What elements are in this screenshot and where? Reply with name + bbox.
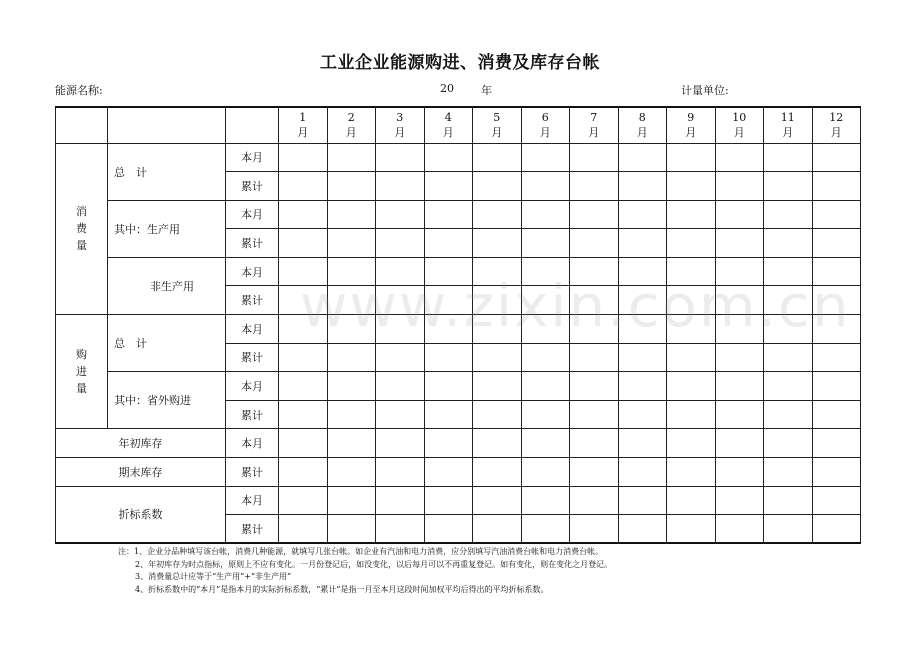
data-cell[interactable] — [521, 286, 570, 315]
purchase-section-label: 购 进 量 — [56, 315, 108, 429]
data-cell[interactable] — [327, 515, 376, 544]
data-cell[interactable] — [473, 486, 522, 515]
year-label: 年 — [481, 84, 492, 97]
data-cell[interactable] — [473, 343, 522, 372]
data-cell[interactable] — [812, 486, 861, 515]
month-header: 3 月 — [376, 107, 425, 143]
data-cell[interactable] — [279, 372, 328, 401]
data-cell[interactable] — [764, 372, 813, 401]
data-cell[interactable] — [715, 486, 764, 515]
data-cell[interactable] — [618, 515, 667, 544]
data-cell[interactable] — [473, 143, 522, 172]
data-cell[interactable] — [618, 315, 667, 344]
data-cell[interactable] — [764, 172, 813, 201]
data-cell[interactable] — [764, 229, 813, 258]
data-cell[interactable] — [424, 286, 473, 315]
cumulative-label: 累计 — [226, 343, 279, 372]
data-cell[interactable] — [618, 343, 667, 372]
data-cell[interactable] — [279, 229, 328, 258]
this-month-label: 本月 — [226, 429, 279, 458]
data-cell[interactable] — [715, 458, 764, 487]
note-item: 4、折标系数中的“本月”是指本月的实际折标系数，“累计”是指一月至本月这段时间加权平均后得出的平均折标系数。 — [135, 584, 549, 594]
data-cell[interactable] — [812, 229, 861, 258]
data-cell[interactable] — [279, 172, 328, 201]
month-header: 12 月 — [812, 107, 861, 143]
data-cell[interactable] — [618, 229, 667, 258]
data-cell[interactable] — [521, 515, 570, 544]
watermark: www.zixin.com.cn — [300, 272, 851, 340]
data-cell[interactable] — [715, 200, 764, 229]
data-cell[interactable] — [473, 515, 522, 544]
non-production-use-label: 非生产用 — [108, 257, 226, 314]
table-row — [56, 372, 861, 401]
this-month-label: 本月 — [226, 486, 279, 515]
data-cell[interactable] — [715, 515, 764, 544]
data-cell[interactable] — [376, 315, 425, 344]
data-cell[interactable] — [376, 257, 425, 286]
consumption-section-label: 消 费 量 — [56, 143, 108, 315]
year-prefix: 20 — [440, 82, 454, 95]
data-cell[interactable] — [327, 400, 376, 429]
table-row — [56, 257, 861, 286]
data-cell[interactable] — [618, 372, 667, 401]
data-cell[interactable] — [327, 343, 376, 372]
data-cell[interactable] — [764, 400, 813, 429]
data-cell[interactable] — [812, 172, 861, 201]
data-cell[interactable] — [570, 200, 619, 229]
data-cell[interactable] — [279, 315, 328, 344]
note-item: 注：1、企业分品种填写该台帐，消费几种能源，就填写几张台帐。如企业有汽油和电力消费，应分别填写汽油消费台帐和电力消费台帐。 — [118, 547, 604, 556]
data-cell[interactable] — [424, 400, 473, 429]
data-cell[interactable] — [812, 429, 861, 458]
data-cell[interactable] — [764, 315, 813, 344]
this-month-label: 本月 — [226, 315, 279, 344]
data-cell[interactable] — [279, 515, 328, 544]
data-cell[interactable] — [812, 400, 861, 429]
data-cell[interactable] — [473, 172, 522, 201]
data-cell[interactable] — [376, 229, 425, 258]
data-cell[interactable] — [473, 400, 522, 429]
this-month-label: 本月 — [226, 257, 279, 286]
data-cell[interactable] — [618, 172, 667, 201]
data-cell[interactable] — [327, 315, 376, 344]
data-cell[interactable] — [618, 200, 667, 229]
conversion-factor-label: 折标系数 — [56, 486, 226, 543]
header-blank-cell — [108, 107, 226, 143]
data-cell[interactable] — [521, 143, 570, 172]
data-cell[interactable] — [376, 429, 425, 458]
data-cell[interactable] — [667, 400, 716, 429]
data-cell[interactable] — [279, 400, 328, 429]
production-use-label: 其中：生产用 — [108, 200, 226, 257]
data-cell[interactable] — [521, 486, 570, 515]
data-cell[interactable] — [715, 257, 764, 286]
data-cell[interactable] — [424, 257, 473, 286]
data-cell[interactable] — [376, 400, 425, 429]
this-month-label: 本月 — [226, 200, 279, 229]
month-header: 7 月 — [570, 107, 619, 143]
data-cell[interactable] — [424, 315, 473, 344]
this-month-label: 本月 — [226, 143, 279, 172]
data-cell[interactable] — [667, 372, 716, 401]
data-cell[interactable] — [570, 315, 619, 344]
data-cell[interactable] — [812, 200, 861, 229]
page-title: 工业企业能源购进、消费及库存台帐 — [320, 53, 600, 73]
data-cell[interactable] — [376, 143, 425, 172]
data-cell[interactable] — [764, 458, 813, 487]
cumulative-label: 累计 — [226, 172, 279, 201]
data-cell[interactable] — [521, 400, 570, 429]
data-cell[interactable] — [279, 429, 328, 458]
data-cell[interactable] — [376, 172, 425, 201]
data-cell[interactable] — [812, 315, 861, 344]
data-cell[interactable] — [279, 458, 328, 487]
data-cell[interactable] — [473, 372, 522, 401]
month-header: 8 月 — [618, 107, 667, 143]
out-of-province-purchase-label: 其中：省外购进 — [108, 372, 226, 429]
data-cell[interactable] — [764, 486, 813, 515]
unit-label: 计量单位: — [681, 84, 729, 97]
data-cell[interactable] — [424, 343, 473, 372]
month-header: 1 月 — [279, 107, 328, 143]
data-cell[interactable] — [715, 315, 764, 344]
data-cell[interactable] — [521, 458, 570, 487]
data-cell[interactable] — [715, 143, 764, 172]
data-cell[interactable] — [764, 429, 813, 458]
data-cell[interactable] — [667, 200, 716, 229]
cumulative-label: 累计 — [226, 286, 279, 315]
data-cell[interactable] — [279, 343, 328, 372]
data-cell[interactable] — [424, 458, 473, 487]
data-cell[interactable] — [667, 486, 716, 515]
note-item: 2、年初库存为时点指标，原则上不应有变化。一月份登记后，如没变化，以后每月可以不再重复登记。如有变化，则在变化之月登记。 — [135, 559, 613, 569]
data-cell[interactable] — [667, 458, 716, 487]
month-header: 10 月 — [715, 107, 764, 143]
data-cell[interactable] — [473, 200, 522, 229]
data-cell[interactable] — [812, 143, 861, 172]
data-cell[interactable] — [715, 229, 764, 258]
data-cell[interactable] — [570, 257, 619, 286]
data-cell[interactable] — [812, 343, 861, 372]
data-cell[interactable] — [424, 372, 473, 401]
energy-name-label: 能源名称: — [55, 84, 103, 97]
data-cell[interactable] — [521, 229, 570, 258]
data-cell[interactable] — [812, 515, 861, 544]
data-cell[interactable] — [521, 429, 570, 458]
cumulative-label: 累计 — [226, 458, 279, 487]
data-cell[interactable] — [376, 343, 425, 372]
data-cell[interactable] — [327, 429, 376, 458]
table-row — [56, 143, 861, 172]
data-cell[interactable] — [618, 143, 667, 172]
data-cell[interactable] — [327, 372, 376, 401]
data-cell[interactable] — [570, 515, 619, 544]
cumulative-label: 累计 — [226, 229, 279, 258]
data-cell[interactable] — [618, 486, 667, 515]
data-cell[interactable] — [618, 257, 667, 286]
data-cell[interactable] — [327, 486, 376, 515]
data-cell[interactable] — [279, 200, 328, 229]
data-cell[interactable] — [327, 286, 376, 315]
data-cell[interactable] — [764, 143, 813, 172]
month-header: 2 月 — [327, 107, 376, 143]
data-cell[interactable] — [473, 429, 522, 458]
data-cell[interactable] — [570, 429, 619, 458]
data-cell[interactable] — [521, 315, 570, 344]
data-cell[interactable] — [812, 286, 861, 315]
month-header: 5 月 — [473, 107, 522, 143]
month-header: 11 月 — [764, 107, 813, 143]
month-header: 9 月 — [667, 107, 716, 143]
data-cell[interactable] — [570, 172, 619, 201]
header-row — [56, 107, 861, 143]
data-cell[interactable] — [521, 172, 570, 201]
table-row — [56, 458, 861, 487]
data-cell[interactable] — [570, 372, 619, 401]
data-cell[interactable] — [812, 458, 861, 487]
data-cell[interactable] — [667, 143, 716, 172]
data-cell[interactable] — [715, 429, 764, 458]
data-cell[interactable] — [376, 200, 425, 229]
data-cell[interactable] — [715, 400, 764, 429]
data-cell[interactable] — [327, 200, 376, 229]
data-cell[interactable] — [376, 286, 425, 315]
header-blank-cell — [226, 107, 279, 143]
data-cell[interactable] — [521, 257, 570, 286]
header-blank-cell — [56, 107, 108, 143]
data-cell[interactable] — [521, 372, 570, 401]
data-cell[interactable] — [279, 257, 328, 286]
data-cell[interactable] — [570, 343, 619, 372]
data-cell[interactable] — [473, 257, 522, 286]
data-cell[interactable] — [715, 172, 764, 201]
data-cell[interactable] — [424, 143, 473, 172]
data-cell[interactable] — [521, 200, 570, 229]
data-cell[interactable] — [424, 229, 473, 258]
month-header: 4 月 — [424, 107, 473, 143]
notes — [118, 546, 612, 596]
data-cell[interactable] — [424, 486, 473, 515]
data-cell[interactable] — [812, 372, 861, 401]
purchase-total-label: 总 计 — [108, 315, 226, 372]
data-cell[interactable] — [667, 515, 716, 544]
data-cell[interactable] — [667, 286, 716, 315]
data-cell[interactable] — [570, 229, 619, 258]
data-cell[interactable] — [618, 286, 667, 315]
data-cell[interactable] — [618, 400, 667, 429]
data-cell[interactable] — [667, 429, 716, 458]
data-cell[interactable] — [667, 172, 716, 201]
closing-stock-label: 期末库存 — [56, 458, 226, 487]
data-cell[interactable] — [279, 486, 328, 515]
data-cell[interactable] — [327, 257, 376, 286]
data-cell[interactable] — [570, 486, 619, 515]
table-row — [56, 429, 861, 458]
data-cell[interactable] — [376, 486, 425, 515]
data-cell[interactable] — [715, 372, 764, 401]
data-cell[interactable] — [327, 172, 376, 201]
data-cell[interactable] — [667, 257, 716, 286]
cumulative-label: 累计 — [226, 400, 279, 429]
data-cell[interactable] — [473, 315, 522, 344]
data-cell[interactable] — [521, 343, 570, 372]
this-month-label: 本月 — [226, 372, 279, 401]
data-cell[interactable] — [327, 143, 376, 172]
table-row — [56, 486, 861, 515]
cumulative-label: 累计 — [226, 515, 279, 544]
data-cell[interactable] — [667, 315, 716, 344]
data-cell[interactable] — [376, 372, 425, 401]
data-cell[interactable] — [279, 143, 328, 172]
data-cell[interactable] — [570, 458, 619, 487]
data-cell[interactable] — [327, 458, 376, 487]
data-cell[interactable] — [667, 343, 716, 372]
data-cell[interactable] — [715, 286, 764, 315]
data-cell[interactable] — [667, 229, 716, 258]
data-cell[interactable] — [570, 286, 619, 315]
data-cell[interactable] — [424, 200, 473, 229]
note-item: 3、消费量总计应等于“生产用”+“非生产用” — [135, 572, 292, 581]
data-cell[interactable] — [764, 515, 813, 544]
data-cell[interactable] — [473, 458, 522, 487]
ledger-table — [55, 106, 861, 544]
data-cell[interactable] — [376, 458, 425, 487]
data-cell[interactable] — [424, 172, 473, 201]
opening-stock-label: 年初库存 — [56, 429, 226, 458]
data-cell[interactable] — [473, 229, 522, 258]
data-cell[interactable] — [327, 229, 376, 258]
data-cell[interactable] — [424, 515, 473, 544]
data-cell[interactable] — [764, 343, 813, 372]
data-cell[interactable] — [812, 257, 861, 286]
data-cell[interactable] — [473, 286, 522, 315]
data-cell[interactable] — [376, 515, 425, 544]
month-header: 6 月 — [521, 107, 570, 143]
data-cell[interactable] — [764, 257, 813, 286]
data-cell[interactable] — [764, 286, 813, 315]
table-row — [56, 200, 861, 229]
consumption-total-label: 总 计 — [108, 143, 226, 200]
data-cell[interactable] — [424, 429, 473, 458]
data-cell[interactable] — [618, 458, 667, 487]
data-cell[interactable] — [279, 286, 328, 315]
data-cell[interactable] — [570, 143, 619, 172]
data-cell[interactable] — [618, 429, 667, 458]
data-cell[interactable] — [715, 343, 764, 372]
data-cell[interactable] — [764, 200, 813, 229]
data-cell[interactable] — [570, 400, 619, 429]
table-row — [56, 315, 861, 344]
